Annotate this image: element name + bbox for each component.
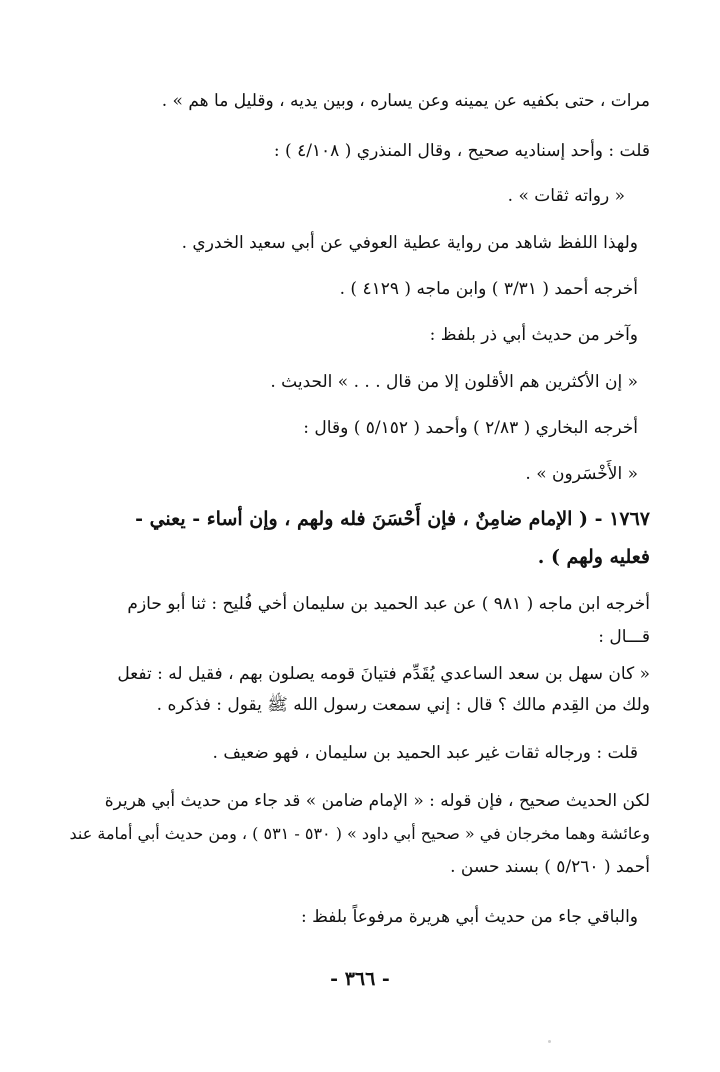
text-line: مرات ، حتى بكفيه عن يمينه وعن يساره ، وبين يديه ، وقليل ما هم » . <box>161 91 650 111</box>
page-number: - ٣٦٦ - <box>330 968 390 990</box>
text-line: أحمد ( ٥/٢٦٠ ) بسند حسن . <box>450 857 650 877</box>
hadith-heading-cont: فعليه ولهم ) . <box>537 546 650 568</box>
text-line: قـــال : <box>598 627 650 647</box>
quote-line: ولك من القِدم مالك ؟ قال : إني سمعت رسول الله ﷺ يقول : فذكره . <box>156 695 650 715</box>
text-line: ولهذا اللفظ شاهد من رواية عطية العوفي عن أبي سعيد الخدري . <box>181 233 638 253</box>
citation-line: أخرجه أحمد ( ٣/٣١ ) وابن ماجه ( ٤١٢٩ ) . <box>339 279 638 299</box>
quote-line: « كان سهل بن سعد الساعدي يُقَدِّم فتيانَ قومه يصلون بهم ، فقيل له : تفعل <box>117 664 650 684</box>
text-line: قلت : وأحد إسناديه صحيح ، وقال المنذري ( ٤/١٠٨ ) : <box>273 141 650 161</box>
citation-line: أخرجه ابن ماجه ( ٩٨١ ) عن عبد الحميد بن سليمان أخي فُليح : ثنا أبو حازم <box>127 594 650 614</box>
text-line: وآخر من حديث أبي ذر بلفظ : <box>429 325 638 345</box>
quote-line: « الأَخْسَرون » . <box>525 464 638 484</box>
scan-speck <box>548 1040 551 1043</box>
hadith-heading: ١٧٦٧ - ( الإمام ضامِنٌ ، فإن أَحْسَنَ فله ولهم ، وإن أساء - يعني - <box>135 508 650 530</box>
text-line: قلت : ورجاله ثقات غير عبد الحميد بن سليمان ، فهو ضعيف . <box>212 743 638 763</box>
quote-line: « إن الأكثرين هم الأقلون إلا من قال . . . » الحديث . <box>270 372 638 392</box>
text-line: لكن الحديث صحيح ، فإن قوله : « الإمام ضامن » قد جاء من حديث أبي هريرة <box>104 791 650 811</box>
text-line: وعائشة وهما مخرجان في « صحيح أبي داود » ( ٥٣٠ - ٥٣١ ) ، ومن حديث أبي أمامة عند <box>69 824 650 843</box>
quote-line: « رواته ثقات » . <box>507 186 625 206</box>
text-line: والباقي جاء من حديث أبي هريرة مرفوعاً بلفظ : <box>300 907 638 927</box>
citation-line: أخرجه البخاري ( ٢/٨٣ ) وأحمد ( ٥/١٥٢ ) وقال : <box>303 418 638 438</box>
